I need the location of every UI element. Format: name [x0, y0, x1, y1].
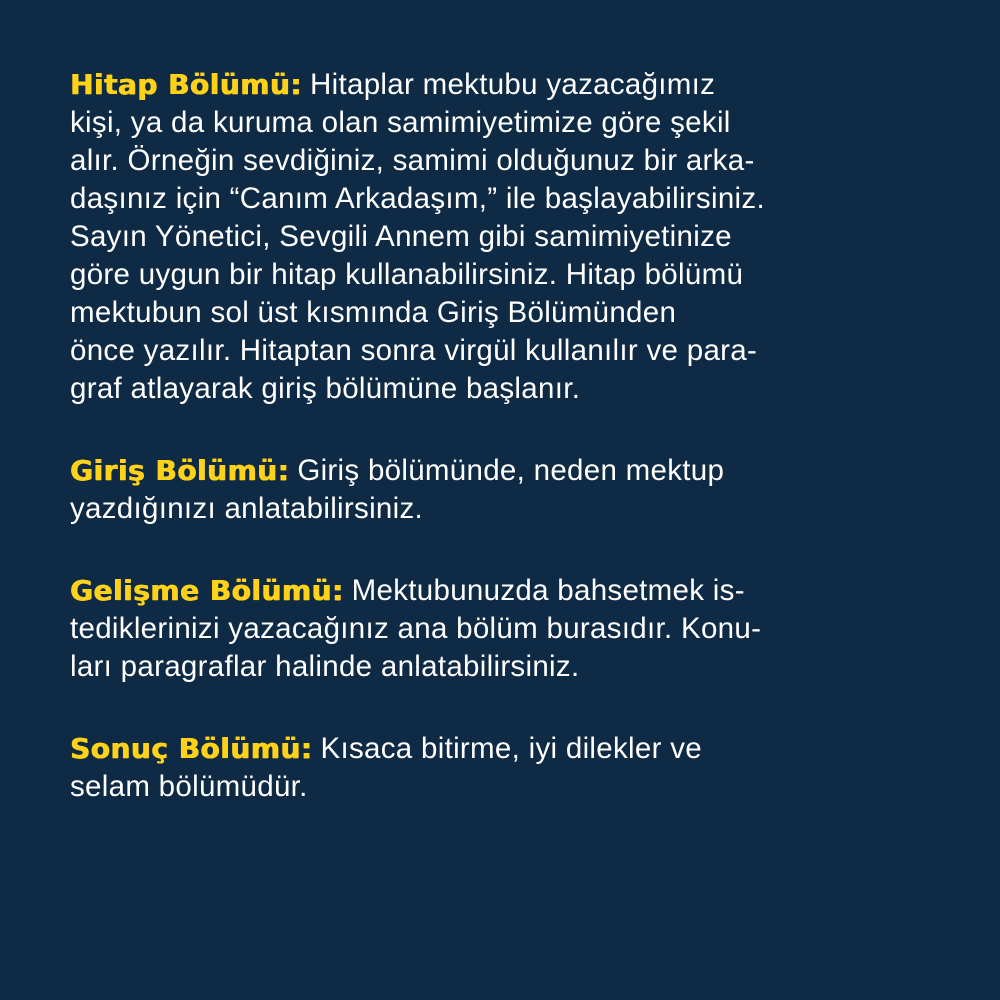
- body-line: önce yazılır. Hitaptan sonra virgül kullanılır ve para-: [70, 334, 758, 367]
- body-line: Kısaca bitirme, iyi dilekler ve: [320, 732, 702, 765]
- body-line: selam bölümüdür.: [70, 770, 308, 803]
- body-line: Hitaplar mektubu yazacağımız: [310, 68, 716, 101]
- body-line: daşınız için “Canım Arkadaşım,” ile başlayabilirsiniz.: [70, 182, 765, 215]
- body-line: graf atlayarak giriş bölümüne başlanır.: [70, 372, 581, 405]
- body-line: Mektubunuzda bahsetmek is-: [351, 574, 745, 607]
- body-line: göre uygun bir hitap kullanabilirsiniz. Hitap bölümü: [70, 258, 744, 291]
- body-line: yazdığınızı anlatabilirsiniz.: [70, 492, 424, 525]
- section-first-line: [70, 572, 940, 610]
- body-line: kişi, ya da kuruma olan samimiyetimize göre şekil: [70, 106, 731, 139]
- section-heading: Sonuç Bölümü:: [70, 732, 313, 765]
- body-line: mektubun sol üst kısmında Giriş Bölümünden: [70, 296, 677, 329]
- section-hitap: [70, 66, 940, 408]
- section-gelisme: [70, 572, 940, 686]
- section-giris: [70, 452, 940, 528]
- section-sonuc: [70, 730, 940, 806]
- section-first-line: [70, 730, 940, 768]
- section-heading: Giriş Bölümü:: [70, 454, 290, 487]
- body-line: ları paragraflar halinde anlatabilirsiniz.: [70, 650, 580, 683]
- section-first-line: [70, 452, 940, 490]
- body-line: tediklerinizi yazacağınız ana bölüm burasıdır. Konu-: [70, 612, 762, 645]
- section-heading: Hitap Bölümü:: [70, 68, 303, 101]
- body-line: Giriş bölümünde, neden mektup: [297, 454, 725, 487]
- body-line: alır. Örneğin sevdiğiniz, samimi olduğunuz bir arka-: [70, 144, 755, 177]
- body-line: Sayın Yönetici, Sevgili Annem gibi samimiyetinize: [70, 220, 732, 253]
- section-first-line: [70, 66, 940, 104]
- section-heading: Gelişme Bölümü:: [70, 574, 344, 607]
